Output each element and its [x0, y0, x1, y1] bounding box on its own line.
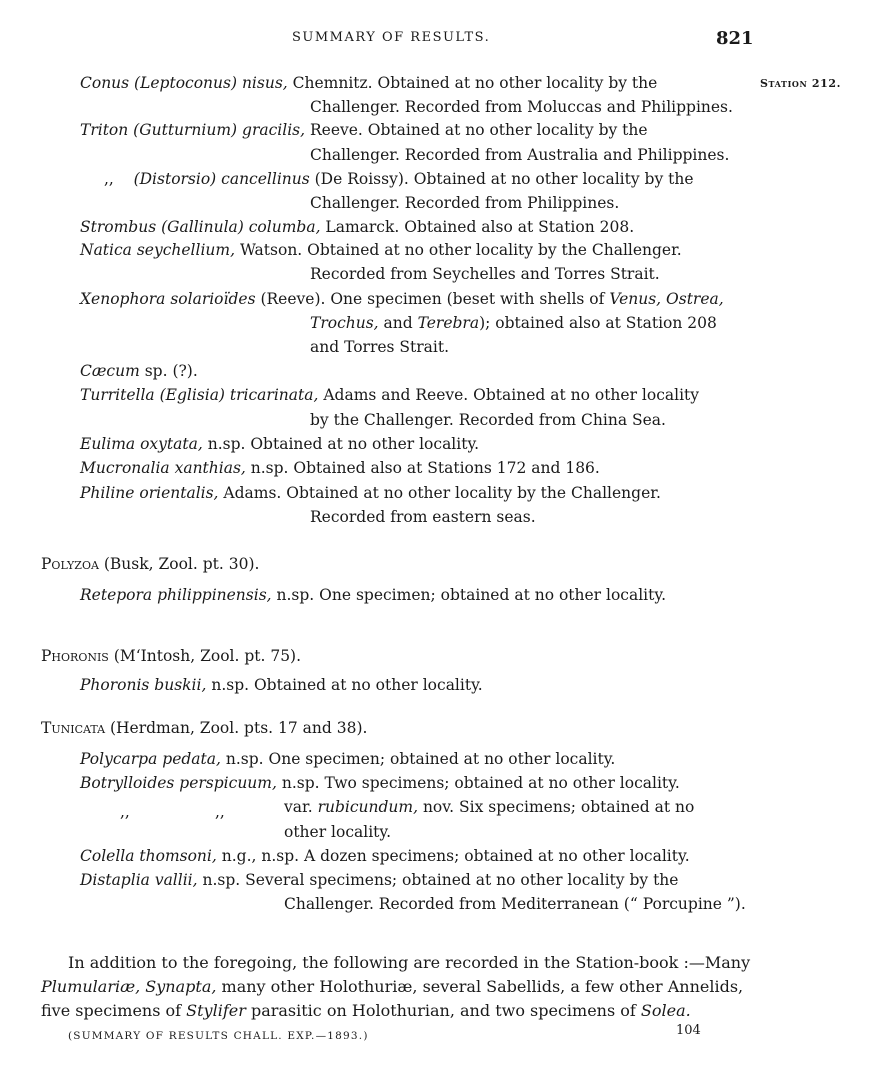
- entry-xenophora-cont2: and Torres Strait.: [310, 338, 450, 356]
- entry-botrylloides: Botrylloides perspicuum, n.sp. Two specimens; obtained at no other locality.: [80, 774, 680, 792]
- entry-natica: Natica seychellium, Watson. Obtained at no other locality by the Challenger.: [80, 241, 682, 259]
- species-name: Xenophora solarioïdes: [80, 290, 256, 308]
- entry-triton-cont: Challenger. Recorded from Australia and Philippines.: [310, 146, 730, 164]
- signature-mark: 104: [676, 1023, 701, 1038]
- species-name: Retepora philippinensis,: [80, 586, 272, 604]
- page-number: 821: [716, 28, 754, 49]
- closing-paragraph-line-1: In addition to the foregoing, the following are recorded in the Station-book :—Many: [68, 953, 751, 972]
- species-name: Turritella (Eglisia) tricarinata,: [80, 386, 319, 404]
- entry-philine-cont: Recorded from eastern seas.: [310, 508, 536, 526]
- entry-caecum: Cæcum sp. (?).: [80, 362, 198, 380]
- species-name: rubicundum,: [317, 798, 419, 816]
- entry-distaplia-cont: Challenger. Recorded from Mediterranean (“ Porcupine ”).: [284, 895, 746, 913]
- species-name: Colella thomsoni,: [80, 847, 217, 865]
- species-name: Eulima oxytata,: [80, 435, 203, 453]
- entry-eulima: Eulima oxytata, n.sp. Obtained at no other locality.: [80, 435, 480, 453]
- species-name: Polycarpa pedata,: [80, 750, 221, 768]
- entry-strombus: Strombus (Gallinula) columba, Lamarck. Obtained also at Station 208.: [80, 218, 635, 236]
- entry-rubicundum: var. rubicundum, nov. Six specimens; obtained at no: [284, 798, 695, 816]
- species-name: Strombus (Gallinula) columba,: [80, 218, 321, 236]
- entry-philine: Philine orientalis, Adams. Obtained at no other locality by the Challenger.: [80, 484, 661, 502]
- closing-paragraph-line-3: five specimens of Stylifer parasitic on Holothurian, and two specimens of Solea.: [41, 1001, 691, 1020]
- running-title: SUMMARY OF RESULTS.: [292, 30, 491, 45]
- footer-citation: (SUMMARY OF RESULTS CHALL. EXP.—1893.): [68, 1030, 369, 1042]
- species-name: Conus (Leptoconus) nisus,: [80, 74, 288, 92]
- station-label: Station 212.: [760, 77, 842, 90]
- entry-mucronalia: Mucronalia xanthias, n.sp. Obtained also at Stations 172 and 186.: [80, 459, 600, 477]
- entry-phoronis: Phoronis buskii, n.sp. Obtained at no other locality.: [80, 676, 483, 694]
- species-name: Mucronalia xanthias,: [80, 459, 246, 477]
- section-heading-polyzoa: Polyzoa (Busk, Zool. pt. 30).: [41, 555, 260, 573]
- entry-distaplia: Distaplia vallii, n.sp. Several specimens; obtained at no other locality by the: [80, 871, 679, 889]
- entry-polycarpa: Polycarpa pedata, n.sp. One specimen; obtained at no other locality.: [80, 750, 616, 768]
- species-name: Natica seychellium,: [80, 241, 236, 259]
- ditto-mark: ,,: [104, 170, 114, 188]
- entry-xenophora: Xenophora solarioïdes (Reeve). One specimen (beset with shells of Venus, Ostrea,: [80, 290, 724, 308]
- section-heading-tunicata: Tunicata (Herdman, Zool. pts. 17 and 38).: [41, 719, 368, 737]
- species-name: Botrylloides perspicuum,: [80, 774, 277, 792]
- entry-triton: Triton (Gutturnium) gracilis, Reeve. Obtained at no other locality by the: [80, 121, 648, 139]
- entry-colella: Colella thomsoni, n.g., n.sp. A dozen specimens; obtained at no other locality.: [80, 847, 690, 865]
- entry-conus-cont: Challenger. Recorded from Moluccas and Philippines.: [310, 98, 733, 116]
- section-heading-phoronis: Phoronis (M‘Intosh, Zool. pt. 75).: [41, 647, 302, 665]
- entry-natica-cont: Recorded from Seychelles and Torres Strait.: [310, 265, 660, 283]
- entry-retepora: Retepora philippinensis, n.sp. One specimen; obtained at no other locality.: [80, 586, 666, 604]
- entry-turritella: Turritella (Eglisia) tricarinata, Adams and Reeve. Obtained at no other locality: [80, 386, 700, 404]
- species-name: Distaplia vallii,: [80, 871, 198, 889]
- closing-paragraph-line-2: Plumulariæ, Synapta, many other Holothuriæ, several Sabellids, a few other Annelids,: [41, 977, 744, 996]
- species-name: Phoronis buskii,: [80, 676, 207, 694]
- entry-turritella-cont: by the Challenger. Recorded from China Sea.: [310, 411, 666, 429]
- entry-distorsio: ,, (Distorsio) cancellinus (De Roissy). Obtained at no other locality by the: [104, 170, 694, 188]
- ditto-mark: ,,: [120, 803, 130, 821]
- ditto-mark: ,,: [215, 803, 225, 821]
- entry-distorsio-cont: Challenger. Recorded from Philippines.: [310, 194, 620, 212]
- entry-conus: Conus (Leptoconus) nisus, Chemnitz. Obtained at no other locality by the: [80, 74, 658, 92]
- species-name: Philine orientalis,: [80, 484, 219, 502]
- species-name: Cæcum: [80, 362, 140, 380]
- species-name: (Distorsio) cancellinus: [133, 170, 310, 188]
- species-name: Triton (Gutturnium) gracilis,: [80, 121, 306, 139]
- entry-xenophora-cont: Trochus, and Terebra); obtained also at Station 208: [310, 314, 717, 332]
- entry-rubicundum-cont: other locality.: [284, 823, 392, 841]
